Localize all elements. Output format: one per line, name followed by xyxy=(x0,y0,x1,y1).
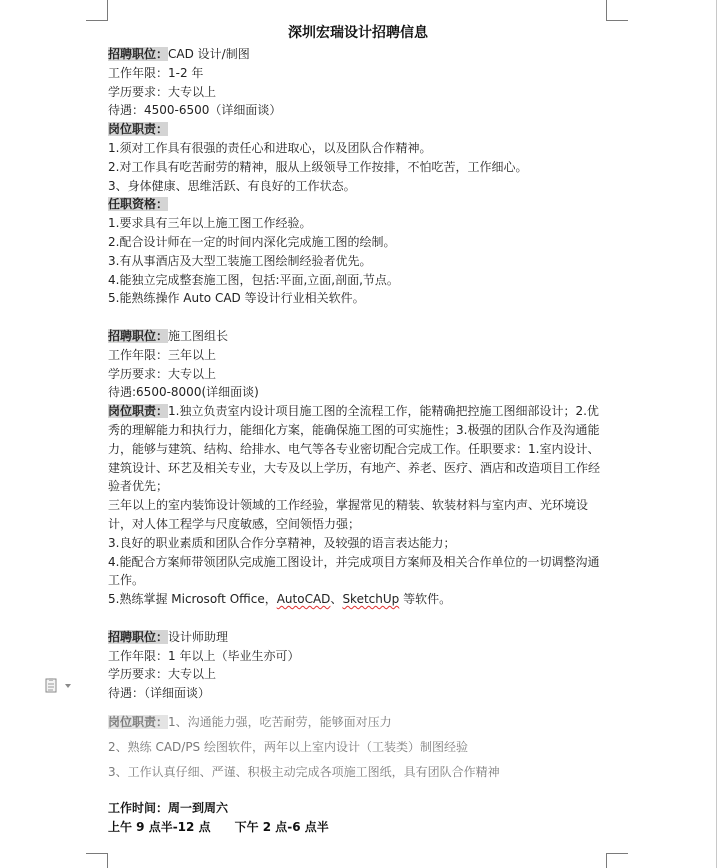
paste-options-icon[interactable] xyxy=(45,678,75,694)
duty-item: 1、沟通能力强，吃苦耐劳，能够面对压力 xyxy=(168,714,392,729)
salary-line: 待遇：4500-6500（详细面谈） xyxy=(108,103,282,118)
experience-line: 工作年限：1 年以上（毕业生亦可） xyxy=(108,648,300,663)
duties-line xyxy=(108,710,608,735)
afternoon-hours: 下午 2 点-6 点半 xyxy=(234,819,329,834)
crop-mark-bottom-right xyxy=(606,853,607,868)
position-label: 招聘职位： xyxy=(108,629,169,644)
work-days: 工作时间：周一到周六 xyxy=(108,800,229,815)
spacer xyxy=(108,703,608,710)
crop-mark-top-left xyxy=(86,20,108,21)
duties-label: 岗位职责： xyxy=(108,714,169,729)
position-value: 施工图组长 xyxy=(168,328,229,343)
duties-text: 1.独立负责室内设计项目施工图的全流程工作，能精确把控施工图细部设计；2.优秀的理解能力和执行力，能细化方案，能确保施工图的可实施性；3.极强的团队合作及沟通能力，能够与建筑、结构、给排水、电气等各专业密切配合完成工作。任职要求：1.室内设计、建筑设计、环艺及相关专业，大专及以上学历，有地产、养老、医疗、酒店和改造项目工作经验者优先； xyxy=(108,404,601,494)
blank-line xyxy=(108,609,608,628)
duties-label: 岗位职责： xyxy=(108,404,169,419)
duty-item: 2.对工作具有吃苦耐劳的精神，服从上级领导工作按排，不怕吃苦，工作细心。 xyxy=(108,159,528,174)
duty-item: 3、身体健康、思维活跃、有良好的工作状态。 xyxy=(108,178,356,193)
requirement-item: 3.良好的职业素质和团队合作分享精神，及较强的语言表达能力； xyxy=(108,535,456,550)
position-value: CAD 设计/制图 xyxy=(168,47,250,61)
requirement-item: 三年以上的室内装饰设计领域的工作经验，掌握常见的精装、软装材料与室内声、光环境设计，对人体工程学与尺度敏感，空间领悟力强； xyxy=(108,498,589,531)
morning-hours: 上午 9 点半-12 点 xyxy=(108,819,211,834)
duties-heading xyxy=(108,120,608,139)
duty-item: 1.须对工作具有很强的责任心和进取心，以及团队合作精神。 xyxy=(108,140,432,155)
crop-mark-bottom-left xyxy=(86,853,108,854)
requirement-item: 4.能配合方案师带领团队完成施工图设计，并完成项目方案师及相关合作单位的一切调整沟通工作。 xyxy=(108,554,600,588)
qualifications-label: 任职资格： xyxy=(108,197,169,212)
education-line: 学历要求：大专以上 xyxy=(108,667,217,682)
duty-item: 3、工作认真仔细、严谨、积极主动完成各项施工图纸，具有团队合作精神 xyxy=(108,764,500,779)
qualifications-heading xyxy=(108,195,608,214)
spacer xyxy=(108,785,608,799)
document-body xyxy=(108,21,608,836)
work-hours xyxy=(108,818,608,837)
position-line xyxy=(108,327,608,346)
crop-mark-bottom-left xyxy=(107,853,108,868)
job-posting-cad xyxy=(108,45,608,308)
salary-line: 待遇：（详细面谈） xyxy=(108,686,211,701)
qualification-item: 1.要求具有三年以上施工图工作经验。 xyxy=(108,216,312,231)
crop-mark-top-right xyxy=(606,20,628,21)
software-prefix: 5.熟练掌握 Microsoft Office， xyxy=(108,592,277,607)
qualification-item: 5.能熟练操作 Auto CAD 等设计行业相关软件。 xyxy=(108,291,365,306)
position-line xyxy=(108,45,608,64)
education-line: 学历要求：大专以上 xyxy=(108,366,217,381)
software-separator: 、 xyxy=(330,592,343,607)
spellcheck-word-sketchup[interactable]: SketchUp xyxy=(342,592,400,607)
experience-line: 工作年限：三年以上 xyxy=(108,347,217,362)
salary-line: 待遇:6500-8000(详细面谈) xyxy=(108,385,259,400)
blank-line xyxy=(108,308,608,327)
duties-paragraph xyxy=(108,402,608,496)
work-time xyxy=(108,799,608,837)
job-posting-design-assistant xyxy=(108,628,608,785)
position-value: 设计师助理 xyxy=(168,629,229,644)
crop-mark-top-left xyxy=(107,0,108,21)
duty-item: 2、熟练 CAD/PS 绘图软件，两年以上室内设计（工装类）制图经验 xyxy=(108,739,468,754)
software-suffix: 等软件。 xyxy=(399,592,452,607)
qualification-item: 3.有从事酒店及大型工装施工图绘制经验者优先。 xyxy=(108,253,372,268)
qualification-item: 2.配合设计师在一定的时间内深化完成施工图的绘制。 xyxy=(108,234,396,249)
position-label: 招聘职位： xyxy=(108,47,169,61)
crop-mark-bottom-right xyxy=(606,853,628,854)
crop-mark-top-right xyxy=(606,0,607,21)
document-title: 深圳宏瑞设计招聘信息 xyxy=(288,25,428,41)
position-line xyxy=(108,628,608,647)
qualification-item: 4.能独立完成整套施工图，包括:平面,立面,剖面,节点。 xyxy=(108,272,399,287)
education-line: 学历要求：大专以上 xyxy=(108,84,217,99)
duties-label: 岗位职责： xyxy=(108,122,169,137)
position-label: 招聘职位： xyxy=(108,328,169,343)
spellcheck-word-autocad[interactable]: AutoCAD xyxy=(276,592,331,607)
job-posting-team-lead xyxy=(108,327,608,609)
software-line xyxy=(108,590,608,609)
experience-line: 工作年限：1-2 年 xyxy=(108,65,204,80)
